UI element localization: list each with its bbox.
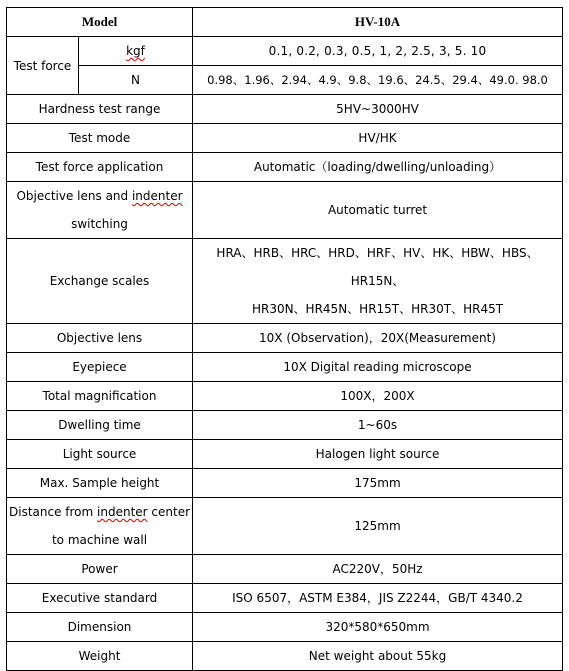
table-row-distance (7, 498, 563, 555)
row-value: HRA、HRB、HRC、HRD、HRF、HV、HK、HBW、HBS、HR15N、 HR30N、HR45N、HR15T、HR30T、HR45T (193, 239, 563, 324)
row-value: 100X，200X (193, 382, 563, 411)
row-value: 5HV~3000HV (193, 95, 563, 124)
model-label: Model (7, 8, 193, 37)
row-label: Total magnification (7, 382, 193, 411)
table-row-light-source (7, 440, 563, 469)
table-row-model (7, 8, 563, 37)
table-row-total-magnification (7, 382, 563, 411)
row-label: Objective lens (7, 324, 193, 353)
row-value: 10X (Observation)，20X(Measurement) (193, 324, 563, 353)
table-row-force-application (7, 153, 563, 182)
row-value: Net weight about 55kg (193, 642, 563, 671)
kgf-unit: kgf (79, 37, 193, 66)
model-value: HV-10A (193, 8, 563, 37)
kgf-values: 0.1, 0.2, 0.3, 0.5, 1, 2, 2.5, 3, 5. 10 (193, 37, 563, 66)
table-row-hardness-range (7, 95, 563, 124)
row-label: Distance from indenter center to machine wall (7, 498, 193, 555)
row-value: 125mm (193, 498, 563, 555)
row-value: ISO 6507，ASTM E384，JIS Z2244，GB/T 4340.2 (193, 584, 563, 613)
row-label: Power (7, 555, 193, 584)
table-row-executive-standard (7, 584, 563, 613)
row-value: 175mm (193, 469, 563, 498)
row-label: Objective lens and indenter switching (7, 182, 193, 239)
row-label: Max. Sample height (7, 469, 193, 498)
row-value: HV/HK (193, 124, 563, 153)
row-label: Light source (7, 440, 193, 469)
row-label: Executive standard (7, 584, 193, 613)
row-value: 1~60s (193, 411, 563, 440)
table-row-exchange-scales (7, 239, 563, 324)
row-value: 320*580*650mm (193, 613, 563, 642)
table-row-test-mode (7, 124, 563, 153)
spec-table (6, 7, 563, 671)
row-label: Exchange scales (7, 239, 193, 324)
table-row-max-sample-height (7, 469, 563, 498)
table-row-test-force-kgf (7, 37, 563, 66)
row-value: Automatic（loading/dwelling/unloading） (193, 153, 563, 182)
row-label: Dwelling time (7, 411, 193, 440)
row-label: Hardness test range (7, 95, 193, 124)
table-row-lens-switching (7, 182, 563, 239)
row-label: Eyepiece (7, 353, 193, 382)
table-row-objective-lens (7, 324, 563, 353)
table-row-power (7, 555, 563, 584)
row-label: Dimension (7, 613, 193, 642)
row-label: Test force application (7, 153, 193, 182)
row-value: Halogen light source (193, 440, 563, 469)
table-row-dwelling-time (7, 411, 563, 440)
row-value: AC220V，50Hz (193, 555, 563, 584)
row-label: Weight (7, 642, 193, 671)
n-unit: N (79, 66, 193, 95)
row-label: Test mode (7, 124, 193, 153)
n-values: 0.98、1.96、2.94、4.9、9.8、19.6、24.5、29.4、49.0. 98.0 (193, 66, 563, 95)
row-value: Automatic turret (193, 182, 563, 239)
table-row-test-force-n (7, 66, 563, 95)
table-row-dimension (7, 613, 563, 642)
row-value: 10X Digital reading microscope (193, 353, 563, 382)
table-row-eyepiece (7, 353, 563, 382)
test-force-label: Test force (7, 37, 79, 95)
table-row-weight (7, 642, 563, 671)
